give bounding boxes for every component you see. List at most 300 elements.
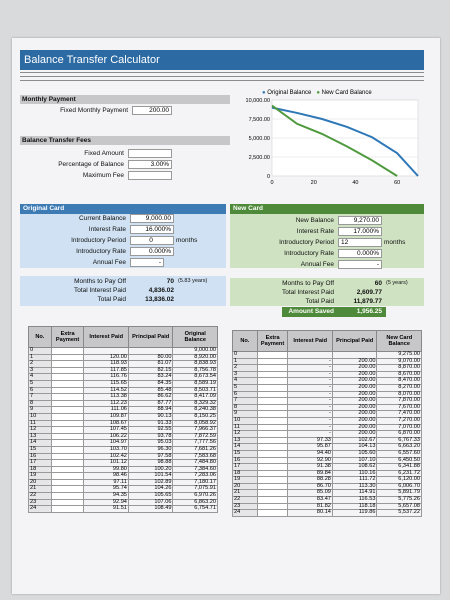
orig-years-value: (5.83 years) xyxy=(178,278,208,284)
new-total-paid-label: Total Paid xyxy=(305,298,334,305)
cell-extra[interactable] xyxy=(51,427,84,434)
current-balance-field[interactable]: 9,000.00 xyxy=(130,214,174,223)
table-row xyxy=(233,417,422,424)
cell-interest: 92.90 xyxy=(288,457,332,464)
cell-balance: 8,756.78 xyxy=(173,367,218,374)
cell-principal: 95.03 xyxy=(128,440,173,447)
table-row xyxy=(29,506,218,513)
cell-no: 10 xyxy=(29,413,52,420)
new-intro-period-field[interactable]: 12 xyxy=(338,238,382,247)
cell-balance: 8,470.00 xyxy=(377,378,422,385)
cell-principal: 80.00 xyxy=(128,354,173,361)
cell-no: 12 xyxy=(29,427,52,434)
cell-principal: 102.67 xyxy=(332,437,377,444)
cell-extra[interactable] xyxy=(51,433,84,440)
cell-balance: 8,920.00 xyxy=(173,354,218,361)
cell-interest: 81.82 xyxy=(288,503,332,510)
cell-balance: 7,484.80 xyxy=(173,460,218,467)
cell-extra[interactable] xyxy=(51,466,84,473)
cell-extra[interactable] xyxy=(257,371,288,378)
cell-balance: 8,673.54 xyxy=(173,374,218,381)
cell-balance: 8,417.09 xyxy=(173,394,218,401)
cell-extra[interactable] xyxy=(257,365,288,372)
orig-total-interest-value: 4,836.02 xyxy=(148,287,174,294)
new-intro-period-label: Introductory Period xyxy=(279,239,334,246)
cell-extra[interactable] xyxy=(257,483,288,490)
cell-extra[interactable] xyxy=(257,477,288,484)
table-row xyxy=(29,446,218,453)
cell-extra[interactable] xyxy=(257,503,288,510)
orig-intro-period-field[interactable]: 0 xyxy=(130,236,174,245)
orig-intro-unit: months xyxy=(176,237,198,244)
x-tick-label: 20 xyxy=(310,180,317,186)
cell-extra[interactable] xyxy=(257,378,288,385)
cell-no: 1 xyxy=(29,354,52,361)
cell-extra[interactable] xyxy=(257,384,288,391)
cell-interest: 117.85 xyxy=(84,367,128,374)
cell-extra[interactable] xyxy=(51,473,84,480)
cell-extra[interactable] xyxy=(257,424,288,431)
cell-balance: 7,870.00 xyxy=(377,398,422,405)
cell-no: 13 xyxy=(233,437,258,444)
fixed-payment-field[interactable]: 200.00 xyxy=(132,106,172,115)
orig-intro-rate-label: Introductory Rate xyxy=(76,248,126,255)
cell-extra[interactable] xyxy=(257,391,288,398)
cell-extra[interactable] xyxy=(51,453,84,460)
new-total-paid-value: 11,879.77 xyxy=(353,298,382,305)
col-extra: Extra Payment xyxy=(257,331,288,352)
cell-extra[interactable] xyxy=(257,450,288,457)
original-card-header: Original Card xyxy=(20,204,226,214)
table-row xyxy=(233,358,422,365)
cell-balance: 5,891.79 xyxy=(377,490,422,497)
balance-chart xyxy=(232,88,424,192)
cell-balance: 8,870.00 xyxy=(377,365,422,372)
cell-principal: 104.13 xyxy=(332,444,377,451)
cell-balance: 7,270.00 xyxy=(377,417,422,424)
cell-principal: 113.30 xyxy=(332,483,377,490)
cell-interest: 91.51 xyxy=(84,506,128,513)
cell-interest: - xyxy=(288,358,332,365)
new-balance-field[interactable]: 9,270.00 xyxy=(338,216,382,225)
cell-extra[interactable] xyxy=(51,420,84,427)
cell-no: 12 xyxy=(233,431,258,438)
cell-principal: 81.07 xyxy=(128,361,173,368)
cell-principal: 105.60 xyxy=(332,450,377,457)
cell-balance: 7,872.59 xyxy=(173,433,218,440)
cell-principal: 105.65 xyxy=(128,493,173,500)
new-interest-rate-label: Interest Rate xyxy=(296,228,334,235)
cell-principal: 83.24 xyxy=(128,374,173,381)
cell-extra[interactable] xyxy=(257,490,288,497)
cell-interest: 107.45 xyxy=(84,427,128,434)
cell-interest: 109.87 xyxy=(84,413,128,420)
cell-principal: 101.54 xyxy=(128,473,173,480)
orig-intro-period-label: Introductory Period xyxy=(71,237,126,244)
orig-interest-rate-field[interactable]: 16.000% xyxy=(130,225,174,234)
cell-principal: 107.10 xyxy=(332,457,377,464)
orig-interest-rate-label: Interest Rate xyxy=(88,226,126,233)
cell-balance: 7,075.91 xyxy=(173,486,218,493)
legend-original: Original Balance xyxy=(267,90,312,96)
cell-balance: 6,450.50 xyxy=(377,457,422,464)
percentage-label: Percentage of Balance xyxy=(58,161,124,168)
cell-extra[interactable] xyxy=(257,352,288,359)
cell-interest: 92.94 xyxy=(84,499,128,506)
cell-no: 9 xyxy=(233,411,258,418)
table-row xyxy=(233,391,422,398)
y-tick-label: 5,000.00 xyxy=(248,136,270,142)
cell-extra[interactable] xyxy=(51,354,84,361)
cell-no: 4 xyxy=(233,378,258,385)
cell-interest: 99.80 xyxy=(84,466,128,473)
cell-balance: 8,270.00 xyxy=(377,384,422,391)
cell-interest: 103.70 xyxy=(84,446,128,453)
maximum-fee-label: Maximum Fee xyxy=(82,172,124,179)
cell-extra[interactable] xyxy=(257,398,288,405)
cell-interest: - xyxy=(288,411,332,418)
cell-balance: 8,240.38 xyxy=(173,407,218,414)
table-row xyxy=(233,384,422,391)
cell-principal: 200.00 xyxy=(332,391,377,398)
cell-no: 10 xyxy=(233,417,258,424)
cell-no: 13 xyxy=(29,433,52,440)
cell-extra[interactable] xyxy=(51,400,84,407)
orig-annual-fee-field[interactable]: - xyxy=(130,258,164,267)
cell-extra[interactable] xyxy=(257,470,288,477)
cell-balance: 6,341.88 xyxy=(377,464,422,471)
col-principal: Principal Paid xyxy=(128,327,173,348)
cell-principal: 92.55 xyxy=(128,427,173,434)
y-tick-label: 7,500.00 xyxy=(248,117,270,123)
cell-interest: 97.33 xyxy=(288,437,332,444)
cell-interest: 112.23 xyxy=(84,400,128,407)
cell-extra[interactable] xyxy=(51,440,84,447)
cell-principal: 86.62 xyxy=(128,394,173,401)
cell-extra[interactable] xyxy=(51,506,84,513)
cell-interest: 108.67 xyxy=(84,420,128,427)
cell-balance: 9,275.00 xyxy=(377,352,422,359)
legend-dot-icon: ● xyxy=(316,90,320,96)
cell-extra[interactable] xyxy=(51,446,84,453)
amount-saved-label: Amount Saved xyxy=(288,308,334,315)
new-total-interest-value: 2,609.77 xyxy=(356,289,382,296)
cell-balance: 6,006.70 xyxy=(377,483,422,490)
cell-balance: 6,663.20 xyxy=(377,444,422,451)
cell-principal: 84.35 xyxy=(128,380,173,387)
cell-interest: - xyxy=(288,398,332,405)
cell-balance: 6,767.33 xyxy=(377,437,422,444)
cell-interest: 98.46 xyxy=(84,473,128,480)
cell-balance: 6,970.26 xyxy=(173,493,218,500)
cell-no: 21 xyxy=(29,486,52,493)
cell-principal: 200.00 xyxy=(332,424,377,431)
new-months-value: 60 xyxy=(374,280,382,287)
percentage-field[interactable]: 3.00% xyxy=(128,160,172,169)
cell-interest: 94.40 xyxy=(288,450,332,457)
cell-no: 20 xyxy=(233,483,258,490)
cell-balance: 7,470.00 xyxy=(377,411,422,418)
table-row xyxy=(233,424,422,431)
cell-principal: 108.49 xyxy=(128,506,173,513)
cell-no: 14 xyxy=(233,444,258,451)
cell-interest: 95.87 xyxy=(288,444,332,451)
new-total-interest-label: Total Interest Paid xyxy=(281,289,334,296)
cell-principal: 97.58 xyxy=(128,453,173,460)
cell-no: 23 xyxy=(233,503,258,510)
table-row xyxy=(233,404,422,411)
cell-balance: 8,670.00 xyxy=(377,371,422,378)
x-tick-label: 40 xyxy=(352,180,359,186)
monthly-payment-heading: Monthly Payment xyxy=(22,96,76,103)
cell-no: 22 xyxy=(233,497,258,504)
cell-no: 11 xyxy=(233,424,258,431)
col-extra: Extra Payment xyxy=(51,327,84,348)
fixed-amount-field[interactable] xyxy=(128,149,172,158)
cell-extra[interactable] xyxy=(257,497,288,504)
cell-no: 5 xyxy=(29,380,52,387)
new-annual-fee-field[interactable]: - xyxy=(338,260,382,269)
cell-no: 14 xyxy=(29,440,52,447)
orig-total-interest-label: Total Interest Paid xyxy=(73,287,126,294)
cell-balance: 8,329.32 xyxy=(173,400,218,407)
table-row xyxy=(233,371,422,378)
fixed-payment-label: Fixed Monthly Payment xyxy=(60,107,128,114)
new-annual-fee-label: Annual Fee xyxy=(300,261,334,268)
cell-extra[interactable] xyxy=(257,437,288,444)
cell-no: 19 xyxy=(233,477,258,484)
cell-interest: 91.38 xyxy=(288,464,332,471)
cell-extra[interactable] xyxy=(51,413,84,420)
cell-interest: 85.09 xyxy=(288,490,332,497)
cell-balance: 6,870.00 xyxy=(377,431,422,438)
cell-no: 24 xyxy=(233,510,258,517)
cell-no: 17 xyxy=(233,464,258,471)
cell-extra[interactable] xyxy=(51,348,84,355)
cell-interest: 86.70 xyxy=(288,483,332,490)
new-card-header: New Card xyxy=(230,204,424,214)
legend-dot-icon: ● xyxy=(262,90,266,96)
maximum-fee-field[interactable] xyxy=(128,171,172,180)
cell-interest: 94.35 xyxy=(84,493,128,500)
cell-balance: 9,000.00 xyxy=(173,348,218,355)
y-tick-label: 10,000.00 xyxy=(245,98,270,104)
cell-interest: - xyxy=(288,371,332,378)
cell-balance: 7,384.60 xyxy=(173,466,218,473)
cell-interest: - xyxy=(288,417,332,424)
cell-no: 3 xyxy=(233,371,258,378)
cell-balance: 7,777.56 xyxy=(173,440,218,447)
page-title: Balance Transfer Calculator xyxy=(20,50,424,70)
cell-interest xyxy=(288,352,332,359)
cell-balance: 8,058.92 xyxy=(173,420,218,427)
cell-principal: 93.78 xyxy=(128,433,173,440)
col-balance: New Card Balance xyxy=(377,331,422,352)
current-balance-label: Current Balance xyxy=(79,215,126,222)
x-tick-label: 0 xyxy=(270,180,274,186)
cell-balance: 9,070.00 xyxy=(377,358,422,365)
cell-extra[interactable] xyxy=(257,358,288,365)
cell-balance: 7,681.26 xyxy=(173,446,218,453)
cell-extra[interactable] xyxy=(51,499,84,506)
cell-extra[interactable] xyxy=(51,361,84,368)
cell-interest: - xyxy=(288,365,332,372)
cell-principal: 200.00 xyxy=(332,398,377,405)
cell-extra[interactable] xyxy=(257,431,288,438)
cell-interest: - xyxy=(288,404,332,411)
cell-interest: - xyxy=(288,391,332,398)
table-row xyxy=(233,411,422,418)
x-tick-label: 60 xyxy=(394,180,401,186)
cell-principal: 82.15 xyxy=(128,367,173,374)
cell-principal: 200.00 xyxy=(332,411,377,418)
cell-principal: 96.30 xyxy=(128,446,173,453)
cell-principal: 200.00 xyxy=(332,404,377,411)
cell-balance: 7,070.00 xyxy=(377,424,422,431)
fixed-amount-label: Fixed Amount xyxy=(84,150,124,157)
cell-principal: 114.91 xyxy=(332,490,377,497)
cell-no: 15 xyxy=(233,450,258,457)
cell-balance: 5,537.22 xyxy=(377,510,422,517)
cell-no: 1 xyxy=(233,358,258,365)
orig-months-value: 70 xyxy=(166,278,174,285)
cell-extra[interactable] xyxy=(257,404,288,411)
cell-principal: 100.20 xyxy=(128,466,173,473)
col-interest: Interest Paid xyxy=(288,331,332,352)
cell-balance: 6,120.00 xyxy=(377,477,422,484)
cell-balance: 6,557.60 xyxy=(377,450,422,457)
cell-interest: 120.00 xyxy=(84,354,128,361)
cell-balance: 7,583.68 xyxy=(173,453,218,460)
cell-balance: 7,180.17 xyxy=(173,479,218,486)
cell-balance: 6,231.72 xyxy=(377,470,422,477)
cell-principal: 98.88 xyxy=(128,460,173,467)
new-interest-rate-field[interactable]: 17.000% xyxy=(338,227,382,236)
cell-interest: 80.14 xyxy=(288,510,332,517)
cell-extra[interactable] xyxy=(51,493,84,500)
cell-principal: 200.00 xyxy=(332,371,377,378)
cell-balance: 8,070.00 xyxy=(377,391,422,398)
cell-no: 3 xyxy=(29,367,52,374)
y-tick-label: 2,500.00 xyxy=(248,155,270,161)
cell-interest: 111.06 xyxy=(84,407,128,414)
cell-interest: 113.38 xyxy=(84,394,128,401)
cell-interest: 97.11 xyxy=(84,479,128,486)
cell-interest: - xyxy=(288,384,332,391)
cell-extra[interactable] xyxy=(257,417,288,424)
cell-interest: - xyxy=(288,431,332,438)
cell-no: 8 xyxy=(233,404,258,411)
cell-principal: 108.62 xyxy=(332,464,377,471)
cell-interest: 116.76 xyxy=(84,374,128,381)
cell-extra[interactable] xyxy=(51,394,84,401)
cell-principal: 200.00 xyxy=(332,417,377,424)
cell-principal: 200.00 xyxy=(332,358,377,365)
cell-principal: 88.94 xyxy=(128,407,173,414)
orig-intro-rate-field[interactable]: 0.000% xyxy=(130,247,174,256)
table-row xyxy=(233,365,422,372)
table-row xyxy=(233,352,422,359)
cell-interest: 114.52 xyxy=(84,387,128,394)
cell-extra[interactable] xyxy=(51,380,84,387)
cell-no: 23 xyxy=(29,499,52,506)
cell-interest: 95.74 xyxy=(84,486,128,493)
cell-extra[interactable] xyxy=(51,367,84,374)
cell-extra[interactable] xyxy=(51,479,84,486)
table-row xyxy=(233,510,422,517)
cell-extra[interactable] xyxy=(257,464,288,471)
cell-no: 6 xyxy=(29,387,52,394)
cell-principal: 200.00 xyxy=(332,384,377,391)
cell-no: 18 xyxy=(29,466,52,473)
col-no: No. xyxy=(29,327,52,348)
cell-extra[interactable] xyxy=(51,387,84,394)
cell-principal: 107.06 xyxy=(128,499,173,506)
original-schedule-table xyxy=(28,326,218,513)
cell-extra[interactable] xyxy=(257,411,288,418)
cell-balance: 6,754.71 xyxy=(173,506,218,513)
cell-no: 17 xyxy=(29,460,52,467)
col-no: No. xyxy=(233,331,258,352)
cell-interest: 115.65 xyxy=(84,380,128,387)
cell-no: 7 xyxy=(233,398,258,405)
cell-no: 16 xyxy=(29,453,52,460)
cell-no: 16 xyxy=(233,457,258,464)
cell-no: 5 xyxy=(233,384,258,391)
cell-no: 2 xyxy=(29,361,52,368)
cell-principal: 87.77 xyxy=(128,400,173,407)
y-tick-label: 0 xyxy=(266,174,270,180)
cell-extra[interactable] xyxy=(51,486,84,493)
table-row xyxy=(233,450,422,457)
cell-no: 6 xyxy=(233,391,258,398)
cell-no: 22 xyxy=(29,493,52,500)
new-intro-rate-field[interactable]: 0.000% xyxy=(338,249,382,258)
cell-balance: 8,838.93 xyxy=(173,361,218,368)
cell-no: 11 xyxy=(29,420,52,427)
cell-extra[interactable] xyxy=(257,510,288,517)
cell-principal: 200.00 xyxy=(332,431,377,438)
new-intro-rate-label: Introductory Rate xyxy=(284,250,334,257)
cell-extra[interactable] xyxy=(51,407,84,414)
cell-principal: 90.13 xyxy=(128,413,173,420)
cell-no: 9 xyxy=(29,407,52,414)
cell-no: 0 xyxy=(233,352,258,359)
amount-saved-value: 1,956.25 xyxy=(356,308,382,315)
cell-principal: 200.00 xyxy=(332,378,377,385)
new-intro-unit: months xyxy=(384,239,406,246)
cell-no: 18 xyxy=(233,470,258,477)
orig-total-paid-label: Total Paid xyxy=(97,296,126,303)
cell-interest: 104.97 xyxy=(84,440,128,447)
cell-extra[interactable] xyxy=(51,374,84,381)
cell-extra[interactable] xyxy=(257,457,288,464)
cell-principal: 104.26 xyxy=(128,486,173,493)
cell-interest: 83.47 xyxy=(288,497,332,504)
cell-no: 0 xyxy=(29,348,52,355)
cell-principal: 116.53 xyxy=(332,497,377,504)
cell-extra[interactable] xyxy=(257,444,288,451)
cell-extra[interactable] xyxy=(51,460,84,467)
orig-annual-fee-label: Annual Fee xyxy=(92,259,126,266)
cell-balance: 7,670.00 xyxy=(377,404,422,411)
col-balance: Original Balance xyxy=(173,327,218,348)
cell-principal: 118.18 xyxy=(332,503,377,510)
new-card-schedule-table xyxy=(232,330,422,517)
col-principal: Principal Paid xyxy=(332,331,377,352)
cell-principal: 110.16 xyxy=(332,470,377,477)
cell-no: 4 xyxy=(29,374,52,381)
